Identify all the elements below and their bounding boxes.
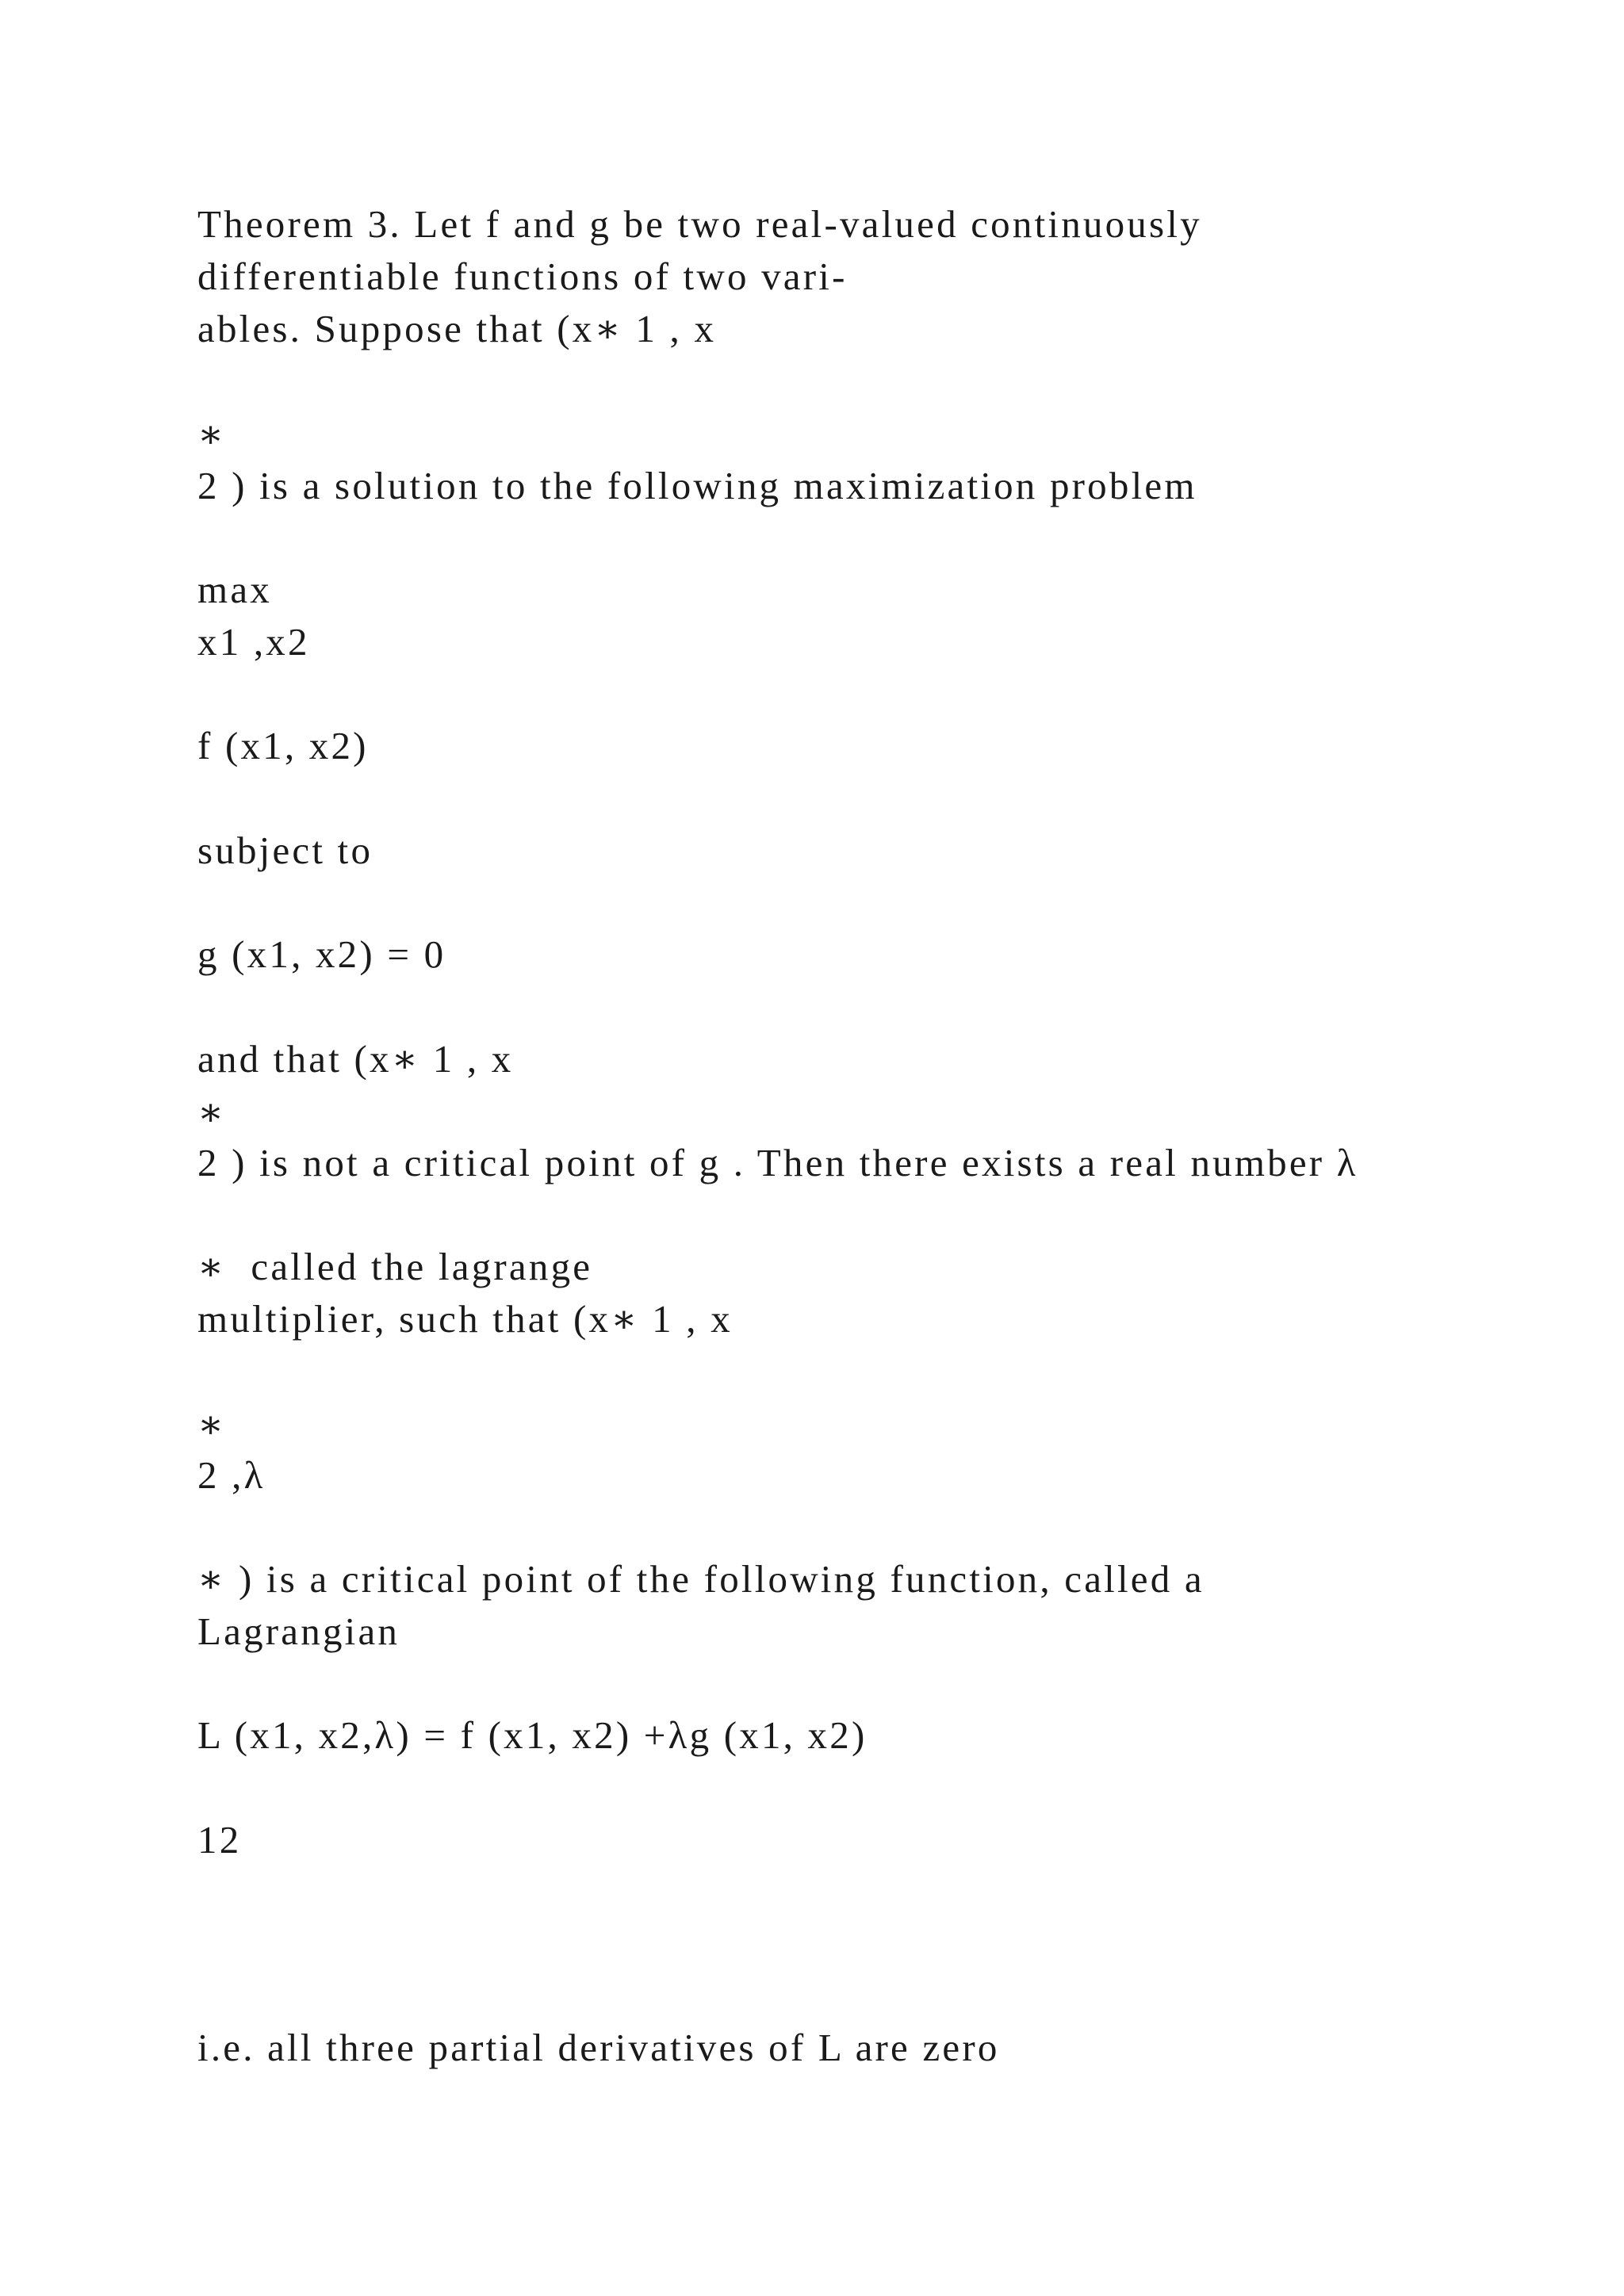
subject-to-label: subject to [197, 828, 373, 872]
theorem-line-2: differentiable functions of two vari- [197, 254, 848, 298]
theorem-line-4: 2 ) is a solution to the following maximization problem [197, 464, 1197, 507]
theorem-line-6: 2 ) is not a critical point of g . Then there exists a real number λ [197, 1141, 1358, 1184]
max-variables: x1 ,x2 [197, 620, 310, 664]
theorem-line-9: 2 ,λ [197, 1453, 266, 1497]
superscript-star-2: ∗ [197, 1090, 227, 1134]
superscript-star-1: ∗ [197, 412, 227, 456]
theorem-line-5: and that (x∗ 1 , x [197, 1037, 514, 1081]
objective-function: f (x1, x2) [197, 724, 369, 767]
theorem-line-10: ∗ ) is a critical point of the following function, called a [197, 1557, 1205, 1601]
theorem-line-12: i.e. all three partial derivatives of L are zero [197, 2026, 1000, 2069]
theorem-line-1: Theorem 3. Let f and g be two real-valued continuously [197, 202, 1202, 246]
superscript-star-3: ∗ [197, 1402, 227, 1446]
theorem-line-7: ∗ called the lagrange [197, 1245, 593, 1288]
theorem-line-8: multiplier, such that (x∗ 1 , x [197, 1297, 733, 1341]
max-operator: max [197, 568, 272, 611]
lagrangian-equation: L (x1, x2,λ) = f (x1, x2) +λg (x1, x2) [197, 1713, 868, 1757]
theorem-line-11: Lagrangian [197, 1609, 400, 1653]
page-number: 12 [197, 1818, 242, 1862]
theorem-line-3: ables. Suppose that (x∗ 1 , x [197, 307, 717, 350]
constraint-equation: g (x1, x2) = 0 [197, 932, 446, 976]
